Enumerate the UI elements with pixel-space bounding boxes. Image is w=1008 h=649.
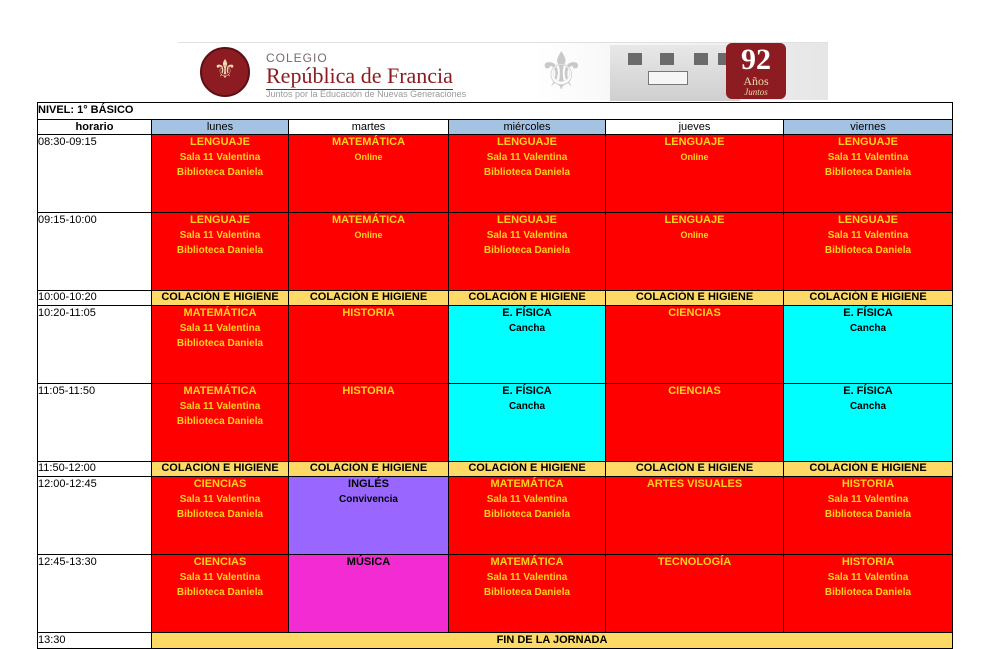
subject-name: E. FÍSICA	[502, 307, 552, 319]
class-cell	[289, 477, 449, 555]
location-line: Sala 11 Valentina	[486, 572, 568, 583]
subject-name: MÚSICA	[346, 556, 391, 568]
fleur-de-lis-icon: ⚜	[213, 55, 237, 85]
location-line: Online	[354, 152, 383, 162]
subject-name: LENGUAJE	[190, 214, 250, 226]
subject-name: E. FÍSICA	[502, 385, 552, 397]
end-of-day-cell: FIN DE LA JORNADA	[152, 633, 953, 649]
timetable	[37, 102, 953, 649]
building-sign	[648, 71, 688, 85]
subject-name: CIENCIAS	[668, 385, 721, 397]
class-cell	[449, 213, 606, 291]
class-cell	[606, 306, 784, 384]
location-line: Sala 11 Valentina	[179, 323, 261, 334]
break-cell: COLACIÓN E HIGIENE	[606, 462, 784, 477]
subject-name: LENGUAJE	[497, 214, 557, 226]
subject-name: CIENCIAS	[193, 556, 247, 568]
header-lunes: lunes	[152, 120, 289, 135]
building-window	[660, 53, 674, 65]
class-cell	[449, 555, 606, 633]
class-cell	[152, 555, 289, 633]
banner-motto: Juntos por la Educación de Nuevas Generaciones	[266, 89, 467, 99]
banner-colegio: COLEGIO	[266, 51, 328, 65]
location-line: Biblioteca Daniela	[176, 509, 264, 520]
class-cell	[289, 135, 449, 213]
school-crest-logo	[200, 47, 250, 97]
header-jueves: jueves	[606, 120, 784, 135]
subject-name: LENGUAJE	[664, 136, 725, 148]
location-line: Sala 11 Valentina	[179, 401, 261, 412]
location-line: Biblioteca Daniela	[483, 587, 571, 598]
location-line: Biblioteca Daniela	[824, 587, 912, 598]
location-line: Biblioteca Daniela	[176, 338, 264, 349]
break-cell: COLACIÓN E HIGIENE	[289, 291, 449, 306]
class-cell	[449, 384, 606, 462]
subject-name: LENGUAJE	[497, 136, 557, 148]
break-row	[38, 462, 953, 477]
location-line: Cancha	[849, 323, 887, 334]
nivel-row	[38, 103, 953, 120]
school-building-photo	[610, 45, 740, 101]
subject-name: MATEMÁTICA	[490, 556, 564, 568]
banner-school-name: República de Francia	[266, 63, 453, 88]
location-line: Sala 11 Valentina	[486, 152, 568, 163]
location-line: Sala 11 Valentina	[486, 494, 568, 505]
class-cell	[289, 384, 449, 462]
class-cell	[449, 477, 606, 555]
class-cell	[606, 213, 784, 291]
nivel-label: NIVEL: 1° BÁSICO	[38, 103, 953, 120]
header-martes: martes	[289, 120, 449, 135]
anniversary-word: Años	[743, 74, 769, 88]
class-cell	[152, 135, 289, 213]
class-row	[38, 135, 953, 213]
class-cell	[152, 213, 289, 291]
location-line: Biblioteca Daniela	[176, 587, 264, 598]
location-line: Cancha	[508, 323, 546, 334]
location-line: Biblioteca Daniela	[824, 167, 912, 178]
class-row	[38, 306, 953, 384]
class-cell	[449, 306, 606, 384]
anniversary-number: 92	[741, 43, 771, 76]
subject-name: TECNOLOGÍA	[657, 556, 732, 568]
subject-name: MATEMÁTICA	[331, 136, 406, 148]
location-line: Sala 11 Valentina	[827, 152, 909, 163]
break-cell: COLACIÓN E HIGIENE	[784, 291, 953, 306]
location-line: Sala 11 Valentina	[179, 152, 261, 163]
time-slot: 13:30	[38, 633, 152, 649]
break-cell: COLACIÓN E HIGIENE	[152, 291, 289, 306]
subject-name: MATEMÁTICA	[183, 385, 257, 397]
location-line: Online	[680, 152, 709, 162]
location-line: Biblioteca Daniela	[824, 509, 912, 520]
location-line: Cancha	[508, 401, 546, 412]
subject-name: E. FÍSICA	[843, 385, 893, 397]
time-slot: 11:05-11:50	[38, 384, 152, 462]
location-line: Sala 11 Valentina	[827, 572, 909, 583]
fleur-de-lis-watermark-icon: ⚜	[538, 42, 585, 102]
class-cell	[606, 135, 784, 213]
class-cell	[784, 135, 953, 213]
subject-name: INGLÉS	[348, 478, 389, 490]
time-slot: 12:45-13:30	[38, 555, 152, 633]
class-cell	[152, 384, 289, 462]
subject-name: LENGUAJE	[838, 214, 898, 226]
location-line: Cancha	[849, 401, 887, 412]
class-row	[38, 477, 953, 555]
anniversary-script: Juntos	[744, 87, 768, 97]
subject-name: LENGUAJE	[190, 136, 250, 148]
location-line: Biblioteca Daniela	[824, 245, 912, 256]
time-slot: 11:50-12:00	[38, 462, 152, 477]
class-cell	[152, 306, 289, 384]
class-cell	[784, 555, 953, 633]
location-line: Convivencia	[339, 494, 398, 505]
class-row	[38, 213, 953, 291]
subject-name: MATEMÁTICA	[490, 478, 564, 490]
break-cell: COLACIÓN E HIGIENE	[449, 291, 606, 306]
location-line: Biblioteca Daniela	[483, 167, 571, 178]
subject-name: ARTES VISUALES	[646, 478, 743, 490]
location-line: Sala 11 Valentina	[179, 572, 261, 583]
time-slot: 12:00-12:45	[38, 477, 152, 555]
location-line: Biblioteca Daniela	[483, 509, 571, 520]
class-cell	[606, 555, 784, 633]
location-line: Sala 11 Valentina	[179, 230, 261, 241]
location-line: Biblioteca Daniela	[176, 416, 264, 427]
location-line: Biblioteca Daniela	[176, 167, 264, 178]
location-line: Sala 11 Valentina	[827, 494, 909, 505]
class-cell	[784, 384, 953, 462]
class-cell	[289, 306, 449, 384]
class-row	[38, 384, 953, 462]
subject-name: MATEMÁTICA	[331, 214, 406, 226]
header-horario: horario	[38, 120, 152, 135]
class-cell	[784, 306, 953, 384]
break-row	[38, 291, 953, 306]
end-row	[38, 633, 953, 649]
location-line: Biblioteca Daniela	[483, 245, 571, 256]
class-cell	[289, 213, 449, 291]
subject-name: CIENCIAS	[668, 307, 721, 319]
location-line: Sala 11 Valentina	[486, 230, 568, 241]
time-slot: 10:00-10:20	[38, 291, 152, 306]
class-cell	[152, 477, 289, 555]
time-slot: 10:20-11:05	[38, 306, 152, 384]
class-cell	[449, 135, 606, 213]
time-slot: 08:30-09:15	[38, 135, 152, 213]
location-line: Sala 11 Valentina	[179, 494, 261, 505]
header-row	[38, 120, 953, 135]
subject-name: CIENCIAS	[193, 478, 247, 490]
time-slot: 09:15-10:00	[38, 213, 152, 291]
break-cell: COLACIÓN E HIGIENE	[289, 462, 449, 477]
subject-name: HISTORIA	[841, 556, 895, 568]
header-miercoles: miércoles	[449, 120, 606, 135]
location-line: Sala 11 Valentina	[827, 230, 909, 241]
class-cell	[606, 384, 784, 462]
header-viernes: viernes	[784, 120, 953, 135]
anniversary-badge	[726, 43, 786, 99]
class-cell	[289, 555, 449, 633]
break-cell: COLACIÓN E HIGIENE	[152, 462, 289, 477]
subject-name: E. FÍSICA	[843, 307, 893, 319]
subject-name: LENGUAJE	[838, 136, 898, 148]
school-banner	[178, 42, 828, 100]
subject-name: LENGUAJE	[664, 214, 725, 226]
subject-name: MATEMÁTICA	[183, 307, 257, 319]
class-cell	[606, 477, 784, 555]
class-cell	[784, 477, 953, 555]
location-line: Biblioteca Daniela	[176, 245, 264, 256]
building-window	[628, 53, 642, 65]
location-line: Online	[680, 230, 709, 240]
break-cell: COLACIÓN E HIGIENE	[784, 462, 953, 477]
subject-name: HISTORIA	[342, 307, 395, 319]
class-cell	[784, 213, 953, 291]
location-line: Online	[354, 230, 383, 240]
subject-name: HISTORIA	[841, 478, 895, 490]
building-window	[694, 53, 708, 65]
subject-name: HISTORIA	[342, 385, 395, 397]
break-cell: COLACIÓN E HIGIENE	[449, 462, 606, 477]
break-cell: COLACIÓN E HIGIENE	[606, 291, 784, 306]
class-row	[38, 555, 953, 633]
